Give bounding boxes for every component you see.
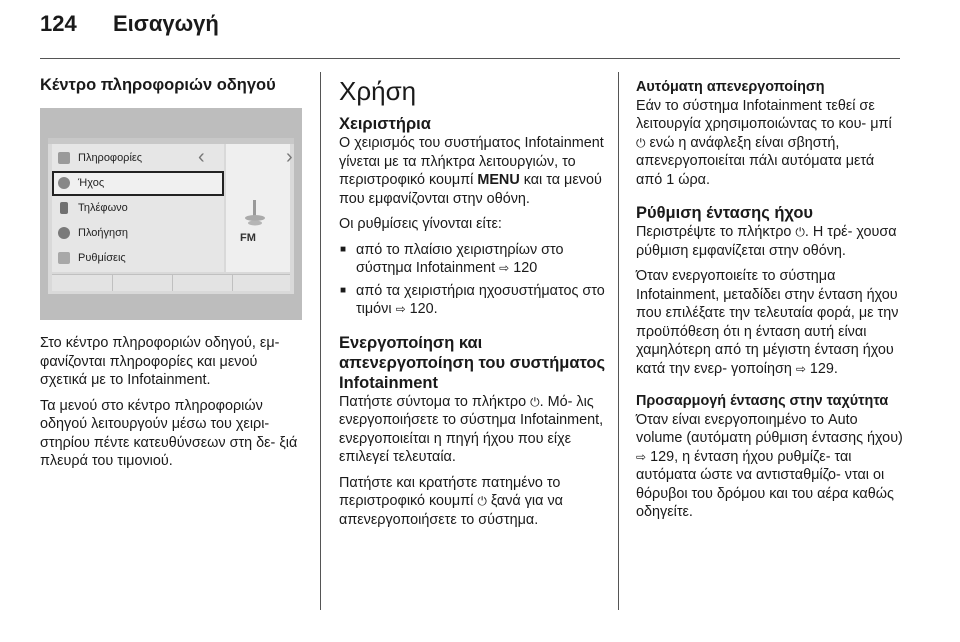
controls-heading: Χειριστήρια <box>339 115 431 133</box>
audio-icon <box>58 177 70 189</box>
chevron-right-icon: › <box>286 146 293 168</box>
column-1 <box>40 76 306 105</box>
speed-volume-paragraph: Όταν είναι ενεργοποιημένο το Auto volume (αυτόματη ρύθμιση έντασης ήχου) ⇨ 129, η ένταση ήχου ρυθμίζε- ται αυτόματα ώστε να αντισταθμίζο- νται οι θόρυβοι του δρόμου και του αέρα καθώς οδηγείτε. <box>636 411 903 520</box>
section-title-use: Χρήση <box>339 76 417 106</box>
column-2 <box>339 76 611 536</box>
page-ref-arrow-icon: ⇨ <box>499 261 510 275</box>
screen-source-label: FM <box>240 232 256 244</box>
power-icon: ⏻ <box>795 225 805 239</box>
power-icon: ⏻ <box>636 135 646 150</box>
navigation-icon <box>58 227 70 239</box>
power-icon: ⏻ <box>477 494 487 508</box>
chevron-left-icon: ‹ <box>198 146 205 168</box>
settings-intro: Οι ρυθμίσεις γίνονται είτε: <box>339 216 502 232</box>
settings-list <box>339 241 611 319</box>
page-ref-arrow-icon: ⇨ <box>395 302 406 316</box>
onoff-paragraph-1: Πατήστε σύντομα το πλήκτρο ⏻. Μό- λις ενεργοποιήσετε το σύστημα Infotainment, ενεργοποιείται η πηγή ήχου που είχε επιλεγεί τελευταία. <box>339 393 604 465</box>
column-divider-2 <box>618 72 619 610</box>
screen-bottom-bar <box>52 274 290 291</box>
menu-key-label: MENU <box>477 172 520 188</box>
list-item: ■ από τα χειριστήρια ηχοσυστήματος στο τιμόνι ⇨ 120. <box>339 282 611 319</box>
onoff-heading: Ενεργοποίηση και απενεργοποίηση του συστήματος Infotainment <box>339 333 606 392</box>
volume-paragraph-2: Όταν ενεργοποιείτε το σύστημα Infotainment, μεταδίδει στην ένταση ήχου που επιλέξατε την τελευταία φορά, με την προϋπόθεση ότι η ένταση αυτή είναι χαμηλότερη από τη μέγιστη ένταση ήχου κατά την ενερ- γοποίηση ⇨ 129. <box>636 268 899 377</box>
page-ref-arrow-icon: ⇨ <box>636 449 647 464</box>
infotainment-screen-image <box>40 108 302 320</box>
column-1-text <box>40 334 306 478</box>
phone-icon <box>60 202 68 214</box>
radio-icon <box>243 200 267 230</box>
header-rule <box>40 58 900 59</box>
menu-item-phone: Τηλέφωνο <box>52 196 224 221</box>
dic-heading: Κέντρο πληροφοριών οδηγού <box>40 76 276 94</box>
dic-paragraph-1: Στο κέντρο πληροφοριών οδηγού, εμ- φανίζονται πληροφορίες και μενού σχετικά με το Infotainment. <box>40 335 280 388</box>
page-number: 124 <box>40 11 77 36</box>
list-item: ■ από το πλαίσιο χειριστηρίων στο σύστημα Infotainment ⇨ 120 <box>339 241 611 278</box>
volume-paragraph-1: Περιστρέψτε το πλήκτρο ⏻. Η τρέ- χουσα ρύθμιση εμφανίζεται στην οθόνη. <box>636 224 897 259</box>
dic-paragraph-2: Τα μενού στο κέντρο πληροφοριών οδηγού λειτουργούν μέσω του χειρι- στηρίου πέντε κατευθύνσεων στη δε- ξιά πλευρά του τιμονιού. <box>40 397 298 469</box>
menu-item-info: Πληροφορίες <box>52 146 224 171</box>
menu-item-settings: Ρυθμίσεις <box>52 246 224 271</box>
onoff-paragraph-2: Πατήστε και κρατήστε πατημένο το περιστροφικό κουμπί ⏻ ξανά για να απενεργοποιήσετε το σύστημα. <box>339 474 563 528</box>
menu-item-navigation: Πλοήγηση <box>52 221 224 246</box>
column-3 <box>636 78 904 529</box>
volume-heading: Ρύθμιση έντασης ήχου <box>636 204 814 222</box>
info-icon <box>58 152 70 164</box>
menu-item-audio: Ήχος <box>52 171 224 196</box>
settings-icon <box>58 252 70 264</box>
auto-off-paragraph: Εάν το σύστημα Infotainment τεθεί σε λειτουργία χρησιμοποιώντας το κου- μπί ⏻ ενώ η ανάφλεξη είναι σβηστή, απενεργοποιείται πάλι αυτόματα μετά από 1 ώρα. <box>636 97 892 188</box>
controls-paragraph: Ο χειρισμός του συστήματος Infotainment γίνεται με τα πλήκτρα λειτουργιών, το περιστροφικό κουμπί MENU και τα μενού που εμφανίζονται στην οθόνη. <box>339 135 604 207</box>
power-icon: ⏻ <box>530 394 540 409</box>
chapter-title: Εισαγωγή <box>113 11 219 36</box>
speed-volume-heading: Προσαρμογή έντασης στην ταχύτητα <box>636 393 889 409</box>
column-divider-1 <box>320 72 321 610</box>
auto-off-heading: Αυτόματη απενεργοποίηση <box>636 79 825 95</box>
page-ref-arrow-icon: ⇨ <box>795 361 806 376</box>
